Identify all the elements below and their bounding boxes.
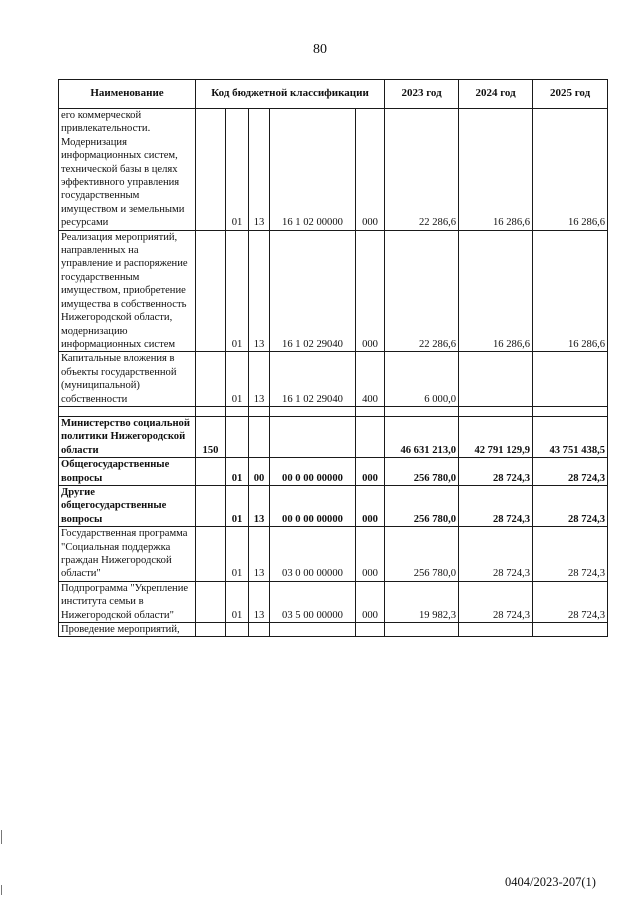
row-name: Государственная программа "Социальная поддержка граждан Нижегородской области" (59, 527, 196, 582)
page-number: 80 (313, 42, 327, 57)
row-2025-value: 28 724,3 (533, 485, 608, 526)
row-ministry-code: 150 (196, 416, 226, 457)
table-row (59, 416, 608, 457)
row-ministry-code (196, 230, 226, 352)
row-ministry-code (196, 485, 226, 526)
header-2023: 2023 год (385, 80, 459, 109)
row-expense-type: 000 (356, 485, 385, 526)
row-2024-value: 28 724,3 (459, 485, 533, 526)
row-name: Общегосударственные вопросы (59, 458, 196, 486)
row-subsection-code: 13 (249, 230, 270, 352)
table-row (59, 109, 608, 231)
row-section-code: 01 (226, 458, 249, 486)
document-code: 0404/2023-207(1) (505, 875, 596, 889)
table-row (59, 623, 608, 637)
row-2023-value: 19 982,3 (385, 581, 459, 622)
row-article-code: 16 1 02 29040 (270, 230, 356, 352)
table-header-row (59, 80, 608, 109)
table-row (59, 485, 608, 526)
row-expense-type: 000 (356, 527, 385, 582)
row-ministry-code (196, 527, 226, 582)
table-row (59, 581, 608, 622)
row-2025-value: 43 751 438,5 (533, 416, 608, 457)
row-subsection-code: 13 (249, 352, 270, 407)
table-row (59, 352, 608, 407)
row-subsection-code: 13 (249, 581, 270, 622)
row-2025-value (533, 352, 608, 407)
row-section-code: 01 (226, 485, 249, 526)
row-name: Капитальные вложения в объекты государственной (муниципальной) собственности (59, 352, 196, 407)
table-spacer-row (59, 406, 608, 416)
row-ministry-code (196, 109, 226, 231)
header-2024: 2024 год (459, 80, 533, 109)
header-budget-code: Код бюджетной классификации (196, 80, 385, 109)
row-subsection-code: 00 (249, 458, 270, 486)
scan-edge-mark (1, 830, 2, 844)
row-expense-type: 000 (356, 230, 385, 352)
row-2025-value: 28 724,3 (533, 581, 608, 622)
row-expense-type: 000 (356, 458, 385, 486)
row-section-code (226, 416, 249, 457)
row-2024-value: 42 791 129,9 (459, 416, 533, 457)
row-name: Подпрограмма "Укрепление института семьи в Нижегородской области" (59, 581, 196, 622)
header-name: Наименование (59, 80, 196, 109)
row-subsection-code: 13 (249, 527, 270, 582)
row-article-code: 00 0 00 00000 (270, 485, 356, 526)
row-2024-value (459, 352, 533, 407)
row-2023-value: 22 286,6 (385, 230, 459, 352)
row-article-code (270, 623, 356, 637)
row-2025-value: 28 724,3 (533, 527, 608, 582)
row-2025-value (533, 623, 608, 637)
row-2023-value: 22 286,6 (385, 109, 459, 231)
scan-edge-mark (1, 885, 2, 895)
row-expense-type: 400 (356, 352, 385, 407)
row-2024-value: 16 286,6 (459, 109, 533, 231)
row-section-code: 01 (226, 581, 249, 622)
row-name: Министерство социальной политики Нижегородской области (59, 416, 196, 457)
row-article-code: 16 1 02 00000 (270, 109, 356, 231)
row-ministry-code (196, 581, 226, 622)
row-2025-value: 16 286,6 (533, 109, 608, 231)
row-subsection-code: 13 (249, 109, 270, 231)
row-expense-type (356, 416, 385, 457)
table-row (59, 230, 608, 352)
row-article-code: 00 0 00 00000 (270, 458, 356, 486)
row-expense-type: 000 (356, 109, 385, 231)
row-2023-value: 46 631 213,0 (385, 416, 459, 457)
table-row (59, 458, 608, 486)
row-2024-value (459, 623, 533, 637)
row-section-code: 01 (226, 527, 249, 582)
row-2024-value: 28 724,3 (459, 527, 533, 582)
row-article-code: 03 5 00 00000 (270, 581, 356, 622)
header-2025: 2025 год (533, 80, 608, 109)
row-2023-value: 256 780,0 (385, 485, 459, 526)
row-section-code: 01 (226, 352, 249, 407)
row-article-code (270, 416, 356, 457)
row-2024-value: 28 724,3 (459, 581, 533, 622)
row-2024-value: 16 286,6 (459, 230, 533, 352)
row-name: его коммерческой привлекательности. Модернизация информационных систем, технической базы в целях эффективного управления государственным имуществом и земельными ресурсами (59, 109, 196, 231)
row-expense-type (356, 623, 385, 637)
row-2024-value: 28 724,3 (459, 458, 533, 486)
row-2023-value (385, 623, 459, 637)
row-article-code: 16 1 02 29040 (270, 352, 356, 407)
table-row (59, 527, 608, 582)
row-article-code: 03 0 00 00000 (270, 527, 356, 582)
row-name: Реализация мероприятий, направленных на управление и распоряжение государственным имуществом, приобретение имущества в собственность Нижегородской области, модернизацию информационных систем (59, 230, 196, 352)
row-ministry-code (196, 352, 226, 407)
row-section-code: 01 (226, 230, 249, 352)
row-2023-value: 6 000,0 (385, 352, 459, 407)
row-expense-type: 000 (356, 581, 385, 622)
row-subsection-code (249, 416, 270, 457)
row-section-code (226, 623, 249, 637)
row-section-code: 01 (226, 109, 249, 231)
row-2025-value: 28 724,3 (533, 458, 608, 486)
row-2023-value: 256 780,0 (385, 527, 459, 582)
row-2025-value: 16 286,6 (533, 230, 608, 352)
row-subsection-code: 13 (249, 485, 270, 526)
row-ministry-code (196, 623, 226, 637)
row-subsection-code (249, 623, 270, 637)
budget-table (58, 79, 608, 637)
row-name: Проведение мероприятий, (59, 623, 196, 637)
row-2023-value: 256 780,0 (385, 458, 459, 486)
row-name: Другие общегосударственные вопросы (59, 485, 196, 526)
row-ministry-code (196, 458, 226, 486)
